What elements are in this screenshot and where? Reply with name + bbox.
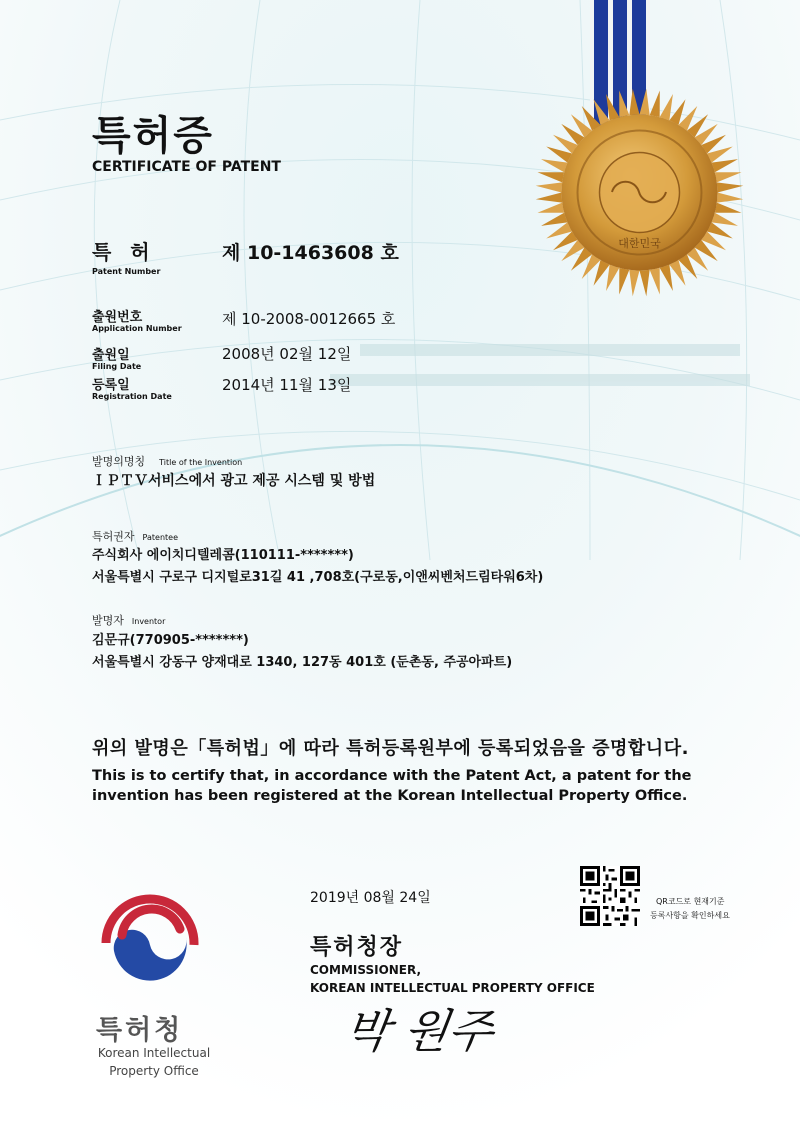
issue-date: 2019년 08월 24일	[310, 890, 431, 906]
commissioner-title-en	[310, 961, 595, 997]
commissioner-line1: COMMISSIONER,	[310, 963, 422, 977]
filing-label-en: Filing Date	[92, 362, 142, 371]
qr-code	[580, 866, 640, 926]
signature-text: 박 원주	[341, 1004, 497, 1058]
office-name-ko: 특허청	[96, 1015, 184, 1046]
invention-title: ＩＰＴＶ서비스에서 광고 제공 시스템 및 방법	[92, 473, 376, 489]
gold-seal	[532, 85, 747, 300]
inventor-name: 김문규(770905-*******)	[92, 633, 249, 648]
filing-label-ko: 출원일	[92, 348, 130, 363]
qr-note-line2: 등록사항을 확인하세요	[650, 911, 730, 920]
application-label-ko: 출원번호	[92, 310, 143, 325]
invention-label-ko: 발명의명칭	[92, 455, 146, 468]
patentee-label-ko: 특허권자	[92, 530, 135, 543]
application-number: 제 10-2008-0012665 호	[222, 310, 396, 328]
qr-note	[650, 895, 730, 923]
patentee-label	[92, 525, 178, 544]
taegeuk-logo-icon	[100, 893, 200, 993]
invention-label-en: Title of the Invention	[159, 458, 243, 467]
commissioner-title-ko: 특허청장	[310, 935, 404, 960]
patent-label-en: Patent Number	[92, 267, 161, 276]
seal-text: 대한민국	[618, 237, 661, 250]
registration-label-en: Registration Date	[92, 392, 172, 401]
certificate-title-en: CERTIFICATE OF PATENT	[92, 159, 281, 175]
patent-label-ko: 특 허	[92, 240, 156, 264]
declaration-ko: 위의 발명은「특허법」에 따라 특허등록원부에 등록되었음을 증명합니다.	[92, 738, 689, 759]
inventor-address: 서울특별시 강동구 양재대로 1340, 127동 401호 (둔촌동, 주공아파트)	[92, 655, 513, 670]
application-label-en: Application Number	[92, 324, 182, 333]
inventor-label-ko: 발명자	[92, 614, 124, 627]
office-name-en	[84, 1044, 224, 1080]
patentee-label-en: Patentee	[142, 533, 178, 542]
qr-note-line1: QR코드로 현재기준	[656, 897, 725, 906]
invention-label	[92, 450, 242, 469]
commissioner-line2: KOREAN INTELLECTUAL PROPERTY OFFICE	[310, 981, 595, 995]
declaration-en: This is to certify that, in accordance with the Patent Act, a patent for the invention has been registered at the Korean Intellectual Property Office.	[92, 768, 692, 804]
registration-label-ko: 등록일	[92, 378, 130, 393]
inventor-label	[92, 609, 165, 628]
filing-date: 2008년 02월 12일	[222, 345, 352, 363]
patentee-address: 서울특별시 구로구 디지털로31길 41 ,708호(구로동,이앤씨벤처드림타워6차)	[92, 570, 544, 585]
certificate-title-ko: 특허증	[92, 113, 214, 159]
inventor-label-en: Inventor	[131, 617, 166, 626]
signature	[340, 995, 540, 1065]
patentee-name: 주식회사 에이치디텔레콤(110111-*******)	[92, 548, 354, 563]
office-name-en-line1: Korean Intellectual	[97, 1046, 211, 1060]
patent-number: 제 10-1463608 호	[222, 242, 399, 264]
registration-date: 2014년 11월 13일	[222, 376, 352, 394]
office-name-en-line2: Property Office	[109, 1064, 199, 1078]
